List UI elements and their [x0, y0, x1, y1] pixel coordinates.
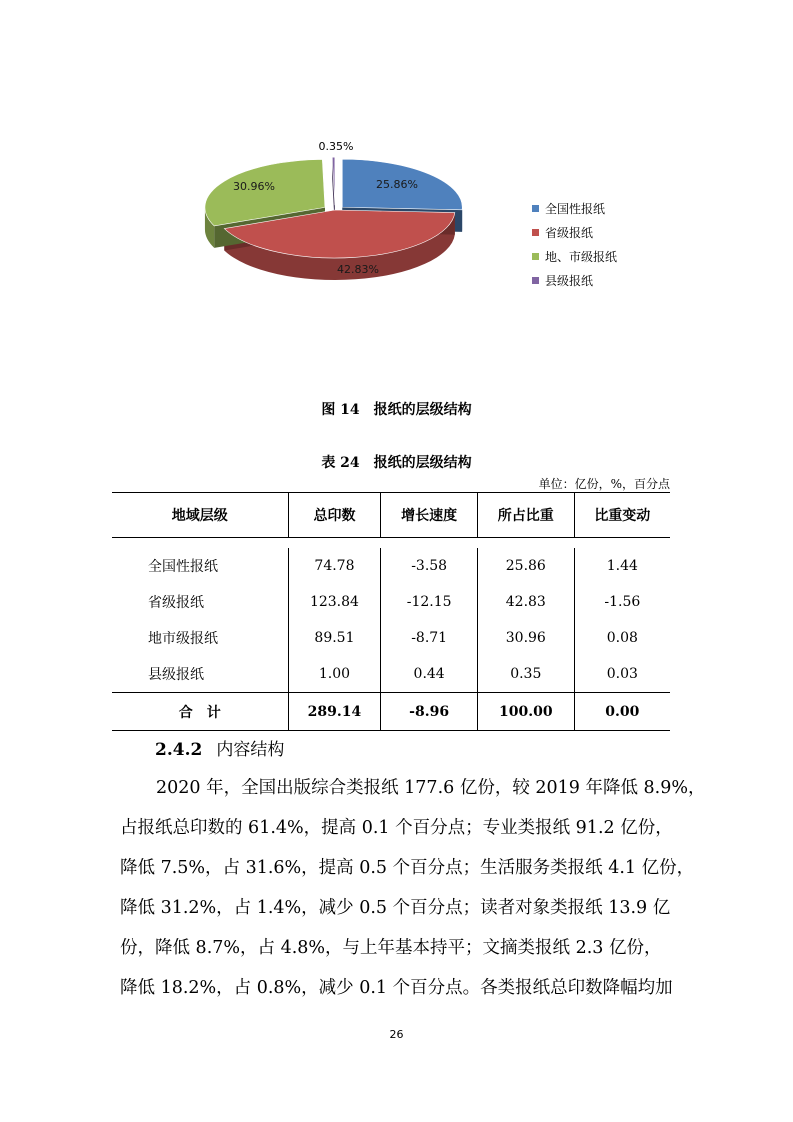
table-cell: 省级报纸 — [148, 595, 204, 611]
table-caption: 表 24 报纸的层级结构 — [321, 455, 472, 471]
total-cell: 0.00 — [574, 693, 670, 731]
table-cell: 全国性报纸 — [148, 559, 218, 575]
legend-swatch-national — [532, 205, 539, 212]
header-growth-rate: 增长速度 — [381, 493, 478, 538]
table-row — [112, 548, 670, 584]
paragraph-line: 占报纸总印数的 61.4%，提高 0.1 个百分点；专业类报纸 91.2 亿份， — [120, 818, 673, 838]
legend-label-national: 全国性报纸 — [545, 201, 606, 216]
table-cell: 1.00 — [288, 656, 381, 693]
header-total-prints: 总印数 — [288, 493, 381, 538]
table-header-row — [112, 493, 670, 538]
chart-legend — [532, 196, 617, 292]
legend-swatch-prefecture — [532, 253, 539, 260]
legend-swatch-provincial — [532, 229, 539, 236]
legend-label-county: 县级报纸 — [545, 273, 594, 288]
legend-label-prefecture: 地、市级报纸 — [545, 249, 618, 264]
legend-item-county — [532, 268, 617, 292]
section-heading — [155, 735, 284, 760]
table-cell: 地市级报纸 — [148, 631, 218, 647]
header-share-change: 比重变动 — [574, 493, 670, 538]
table-cell: 74.78 — [288, 548, 381, 584]
pie-label-county: 0.35% — [318, 140, 354, 153]
table-cell: 0.44 — [381, 656, 478, 693]
section-title: 内容结构 — [216, 740, 285, 760]
header-region-level: 地域层级 — [171, 508, 228, 524]
table-cell: -12.15 — [381, 584, 478, 620]
table-cell: 0.35 — [477, 656, 574, 693]
page-number: 26 — [389, 1028, 404, 1041]
total-cell: 289.14 — [288, 693, 381, 731]
header-share: 所占比重 — [477, 493, 574, 538]
paragraph-line: 降低 18.2%，占 0.8%，减少 0.1 个百分点。各类报纸总印数降幅均加 — [120, 978, 673, 998]
table-cell: -1.56 — [574, 584, 670, 620]
total-label: 合 计 — [178, 704, 221, 721]
pie-label-national: 25.86% — [376, 178, 418, 191]
legend-swatch-county — [532, 277, 539, 284]
total-cell: 100.00 — [477, 693, 574, 731]
pie-label-provincial: 42.83% — [337, 263, 379, 276]
body-paragraph — [120, 768, 706, 1008]
pie-label-prefecture: 30.96% — [233, 180, 275, 193]
data-table — [112, 492, 670, 731]
legend-item-provincial — [532, 220, 617, 244]
table-cell: -3.58 — [381, 548, 478, 584]
table-row — [112, 620, 670, 656]
table-row — [112, 656, 670, 693]
table-cell: 1.44 — [574, 548, 670, 584]
legend-label-provincial: 省级报纸 — [545, 225, 594, 240]
legend-item-national — [532, 196, 617, 220]
paragraph-line: 降低 31.2%，占 1.4%，减少 0.5 个百分点；读者对象类报纸 13.9 亿 — [120, 898, 671, 918]
paragraph-line: 份，降低 8.7%，占 4.8%，与上年基本持平；文摘类报纸 2.3 亿份， — [120, 938, 662, 958]
table-cell: -8.71 — [381, 620, 478, 656]
paragraph-line: 降低 7.5%，占 31.6%，提高 0.5 个百分点；生活服务类报纸 4.1 亿份， — [120, 858, 695, 878]
table-cell: 25.86 — [477, 548, 574, 584]
paragraph-line: 2020 年，全国出版综合类报纸 177.6 亿份，较 2019 年降低 8.9%， — [156, 778, 706, 798]
table-cell: 0.08 — [574, 620, 670, 656]
table-cell: 30.96 — [477, 620, 574, 656]
legend-item-prefecture — [532, 244, 617, 268]
table-total-row — [112, 693, 670, 731]
table-cell: 42.83 — [477, 584, 574, 620]
unit-note: 单位：亿份，%，百分点 — [538, 477, 670, 491]
pie-chart — [190, 130, 490, 330]
table-row — [112, 584, 670, 620]
table-cell: 县级报纸 — [148, 667, 204, 683]
total-cell: -8.96 — [381, 693, 478, 731]
table-cell: 123.84 — [288, 584, 381, 620]
figure-caption: 图 14 报纸的层级结构 — [321, 402, 472, 418]
section-number: 2.4.2 — [155, 740, 203, 760]
table-cell: 89.51 — [288, 620, 381, 656]
table-cell: 0.03 — [574, 656, 670, 693]
